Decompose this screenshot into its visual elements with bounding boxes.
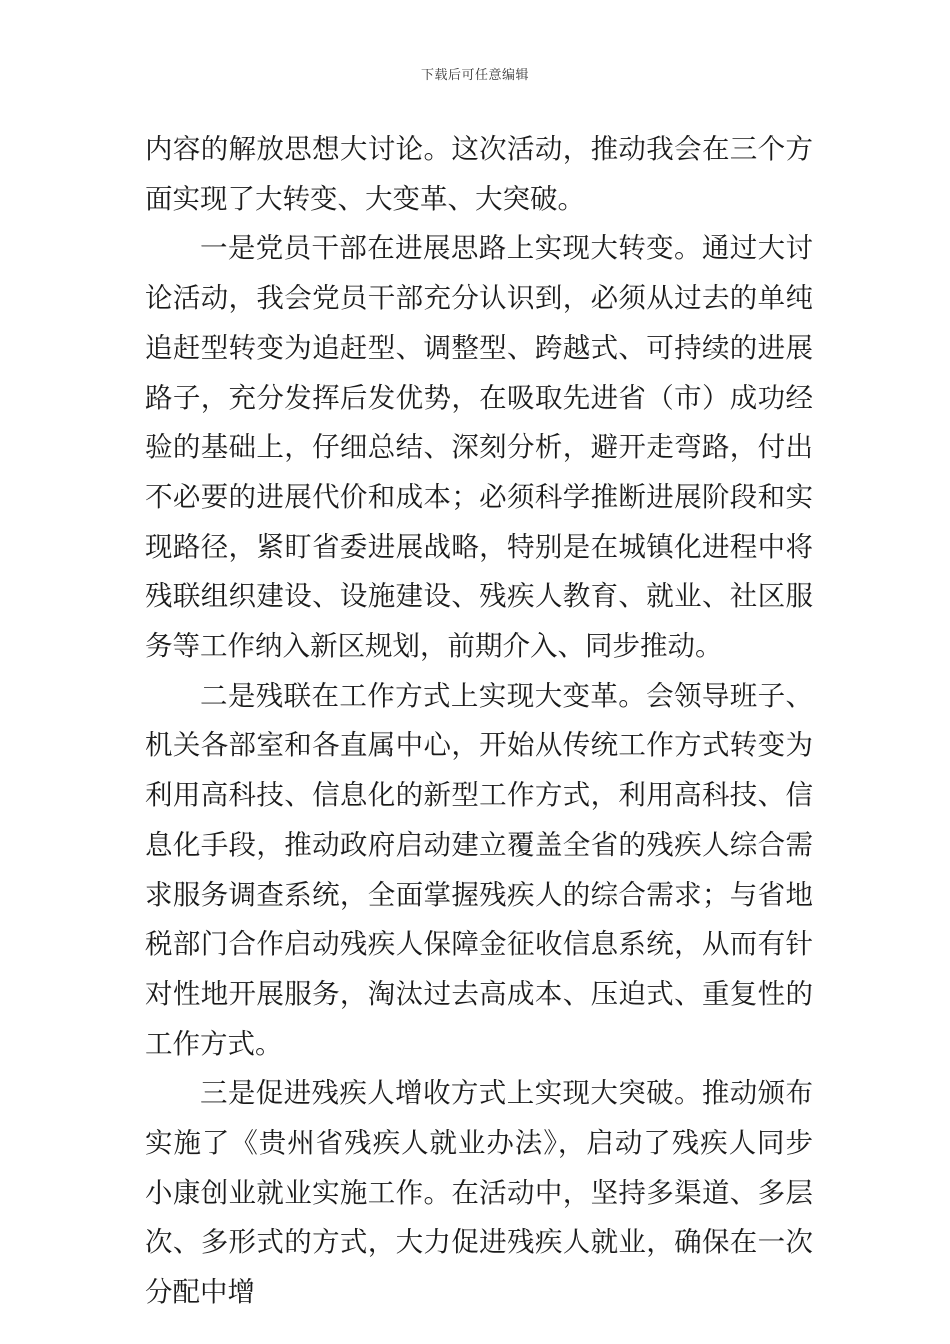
paragraph-point-two: 二是残联在工作方式上实现大变革。会领导班子、机关各部室和各直属中心，开始从传统工作方式转变为利用高科技、信息化的新型工作方式，利用高科技、信息化手段，推动政府启动建立覆盖全省的残疾人综合需求服务调查系统，全面掌握残疾人的综合需求；与省地税部门合作启动残疾人保障金征收信息系统，从而有针对性地开展服务，淘汰过去高成本、压迫式、重复性的工作方式。 <box>145 679 813 1060</box>
paragraph-continuation: 内容的解放思想大讨论。这次活动，推动我会在三个方面实现了大转变、大变革、大突破。 <box>145 133 813 215</box>
paragraph-point-one: 一是党员干部在进展思路上实现大转变。通过大讨论活动，我会党员干部充分认识到，必须从过去的单纯追赶型转变为追赶型、调整型、跨越式、可持续的进展路子，充分发挥后发优势，在吸取先进省（市）成功经验的基础上，仔细总结、深刻分析，避开走弯路，付出不必要的进展代价和成本；必须科学推断进展阶段和实现路径，紧盯省委进展战略，特别是在城镇化进程中将残联组织建设、设施建设、残疾人教育、就业、社区服务等工作纳入新区规划，前期介入、同步推动。 <box>145 232 813 663</box>
document-body <box>145 125 813 1318</box>
page-header-note: 下载后可任意编辑 <box>420 68 529 83</box>
paragraph-point-three: 三是促进残疾人增收方式上实现大突破。推动颁布实施了《贵州省残疾人就业办法》，启动了残疾人同步小康创业就业实施工作。在活动中，坚持多渠道、多层次、多形式的方式，大力促进残疾人就业，确保在一次分配中增 <box>145 1077 813 1309</box>
